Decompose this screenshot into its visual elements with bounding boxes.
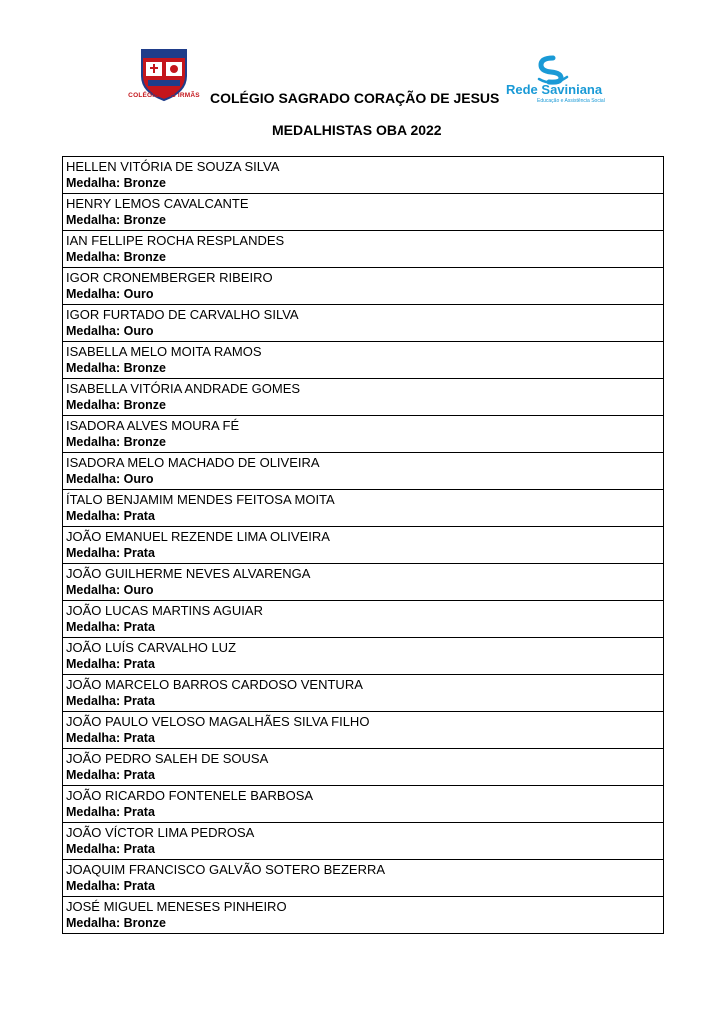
table-row (63, 712, 663, 749)
medal-label: Medalha: Prata (66, 694, 155, 708)
student-name: ISABELLA MELO MOITA RAMOS (66, 344, 262, 359)
medal-label: Medalha: Bronze (66, 398, 167, 412)
medal-label: Medalha: Prata (66, 879, 155, 893)
student-name: JOÃO PAULO VELOSO MAGALHÃES SILVA FILHO (66, 714, 370, 729)
table-row (63, 564, 663, 601)
table-row (63, 675, 663, 712)
table-row (63, 638, 663, 675)
medal-label: Medalha: Prata (66, 509, 155, 523)
student-name: ISABELLA VITÓRIA ANDRADE GOMES (66, 381, 301, 396)
medal-label: Medalha: Prata (66, 731, 155, 745)
medal-label: Medalha: Bronze (66, 213, 167, 227)
student-name: JOÃO GUILHERME NEVES ALVARENGA (66, 566, 311, 581)
table-row (63, 453, 663, 490)
student-name: ISADORA ALVES MOURA FÉ (66, 418, 240, 433)
student-name: ISADORA MELO MACHADO DE OLIVEIRA (66, 455, 320, 470)
medal-label: Medalha: Bronze (66, 435, 167, 449)
table-row (63, 268, 663, 305)
table-row (63, 194, 663, 231)
table-row (63, 305, 663, 342)
student-name: JOÃO VÍCTOR LIMA PEDROSA (66, 825, 255, 840)
medal-label: Medalha: Bronze (66, 361, 167, 375)
student-name: JOÃO LUÍS CARVALHO LUZ (66, 640, 237, 655)
list-title: MEDALHISTAS OBA 2022 (272, 122, 442, 138)
school-crest-caption: COLÉGIO DAS IRMÃS (128, 92, 200, 99)
student-name: IGOR CRONEMBERGER RIBEIRO (66, 270, 273, 285)
school-name: COLÉGIO SAGRADO CORAÇÃO DE JESUS (210, 90, 500, 106)
student-name: IAN FELLIPE ROCHA RESPLANDES (66, 233, 285, 248)
student-name: IGOR FURTADO DE CARVALHO SILVA (66, 307, 299, 322)
medal-label: Medalha: Prata (66, 805, 155, 819)
student-name: JOÃO MARCELO BARROS CARDOSO VENTURA (66, 677, 363, 692)
rede-saviniana-tagline: Educação e Assistência Social (537, 98, 605, 104)
medal-label: Medalha: Ouro (66, 287, 154, 301)
table-row (63, 527, 663, 564)
student-name: ÍTALO BENJAMIM MENDES FEITOSA MOITA (66, 492, 335, 507)
medal-label: Medalha: Prata (66, 546, 155, 560)
medal-label: Medalha: Bronze (66, 176, 167, 190)
student-name: JOÃO PEDRO SALEH DE SOUSA (66, 751, 269, 766)
table-row (63, 490, 663, 527)
student-name: HENRY LEMOS CAVALCANTE (66, 196, 249, 211)
student-name: JOAQUIM FRANCISCO GALVÃO SOTERO BEZERRA (66, 862, 386, 877)
medal-label: Medalha: Prata (66, 657, 155, 671)
table-row (63, 897, 663, 934)
student-name: JOSÉ MIGUEL MENESES PINHEIRO (66, 899, 287, 914)
medal-label: Medalha: Ouro (66, 324, 154, 338)
student-name: HELLEN VITÓRIA DE SOUZA SILVA (66, 159, 280, 174)
medalists-table (62, 156, 664, 934)
table-row (63, 231, 663, 268)
table-row (63, 342, 663, 379)
student-name: JOÃO LUCAS MARTINS AGUIAR (66, 603, 263, 618)
medal-label: Medalha: Prata (66, 768, 155, 782)
medal-label: Medalha: Ouro (66, 583, 154, 597)
table-row (63, 823, 663, 860)
table-row (63, 157, 663, 194)
table-row (63, 379, 663, 416)
medal-label: Medalha: Bronze (66, 916, 167, 930)
medal-label: Medalha: Prata (66, 620, 155, 634)
table-row (63, 416, 663, 453)
student-name: JOÃO RICARDO FONTENELE BARBOSA (66, 788, 314, 803)
medal-label: Medalha: Ouro (66, 472, 154, 486)
table-row (63, 786, 663, 823)
table-row (63, 860, 663, 897)
table-row (63, 749, 663, 786)
rede-saviniana-name: Rede Saviniana (506, 82, 603, 97)
medal-label: Medalha: Prata (66, 842, 155, 856)
medal-label: Medalha: Bronze (66, 250, 167, 264)
student-name: JOÃO EMANUEL REZENDE LIMA OLIVEIRA (66, 529, 330, 544)
table-row (63, 601, 663, 638)
